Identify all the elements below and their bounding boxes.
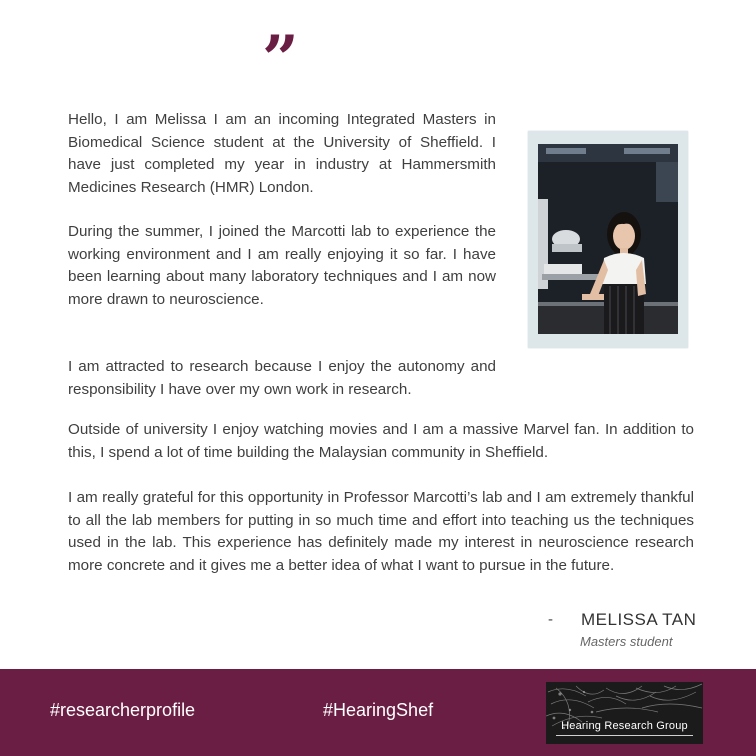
signature-role: Masters student bbox=[580, 634, 673, 649]
signature-dash: - bbox=[548, 611, 553, 628]
bio-paragraph-hobbies: Outside of university I enjoy watching movies and I am a massive Marvel fan. In addition to this, I spend a lot of time building the Malaysian community in Sheffield. bbox=[68, 421, 694, 461]
bio-paragraph-research-motivation: I am attracted to research because I enjoy the autonomy and responsibility I have over my own work in research. bbox=[68, 358, 496, 398]
bio-paragraph-summer-lab: During the summer, I joined the Marcotti lab to experience the working environment and I am really enjoying it so far. I have been learning about many laboratory techniques and I am now more drawn to neuroscience. bbox=[68, 223, 496, 308]
hashtag-hearingshef: #HearingShef bbox=[323, 700, 434, 720]
profile-photo-image bbox=[538, 144, 678, 334]
profile-photo bbox=[528, 131, 688, 348]
hashtag-researcherprofile: #researcherprofile bbox=[50, 700, 196, 720]
bio-paragraph-intro: Hello, I am Melissa I am an incoming Integrated Masters in Biomedical Science student at the University of Sheffield. I have just completed my year in industry at Hammersmith Medicines Research (HMR) London. bbox=[68, 111, 496, 196]
bio-paragraph-gratitude: I am really grateful for this opportunity in Professor Marcotti’s lab and I am extremely thankful to all the lab members for putting in so much time and effort into teaching us the techniques used in the lab. This experience has definitely made my interest in neuroscience research more concrete and it gives me a better idea of what I want to pursue in the future. bbox=[68, 489, 694, 574]
footer-bar bbox=[0, 669, 756, 756]
logo-label: Hearing Research Group bbox=[561, 720, 688, 732]
logo-underline bbox=[556, 735, 693, 736]
hearing-research-group-logo bbox=[546, 682, 703, 744]
lab-portrait-illustration bbox=[538, 144, 678, 334]
signature-name: MELISSA TAN bbox=[581, 610, 697, 629]
quote-mark-icon: ” bbox=[262, 22, 295, 97]
